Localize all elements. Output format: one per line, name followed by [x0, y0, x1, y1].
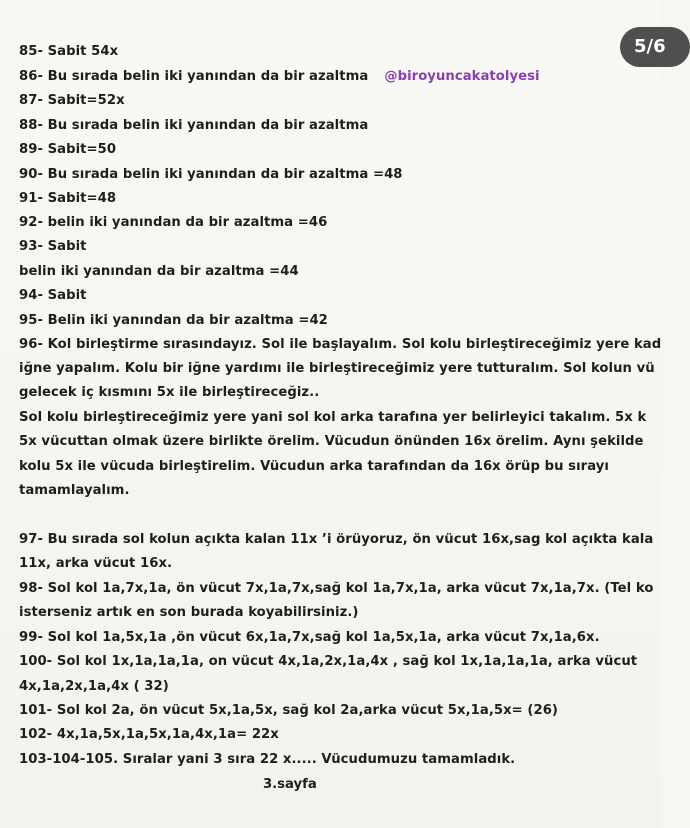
text-line: 11x, arka vücut 16x. [19, 556, 173, 571]
text-line: 93- Sabit [19, 239, 87, 254]
text-line: 91- Sabit=48 [19, 191, 117, 206]
text-line: 5x vücuttan olmak üzere birlikte örelim. Vücudun önünden 16x örelim. Aynı şekilde [19, 434, 644, 449]
text-line: 87- Sabit=52x [19, 93, 125, 108]
text-line: 99- Sol kol 1a,5x,1a ,ön vücut 6x,1a,7x,sağ kol 1a,5x,1a, arka vücut 7x,1a,6x. [19, 630, 600, 645]
text-line: 85- Sabit 54x [19, 44, 119, 59]
text-line: 100- Sol kol 1x,1a,1a,1a, on vücut 4x,1a,2x,1a,4x , sağ kol 1x,1a,1a,1a, arka vücut [19, 654, 638, 669]
text-line: Sol kolu birleştireceğimiz yere yani sol kol arka tarafına yer belirleyici takalım. 5x k [19, 410, 647, 425]
text-line: tamamlayalım. [19, 483, 130, 498]
text-line: 101- Sol kol 2a, ön vücut 5x,1a,5x, sağ kol 2a,arka vücut 5x,1a,5x= (26) [19, 703, 559, 718]
text-line: 98- Sol kol 1a,7x,1a, ön vücut 7x,1a,7x,sağ kol 1a,7x,1a, arka vücut 7x,1a,7x. (Tel ko [19, 581, 654, 596]
text-line: belin iki yanından da bir azaltma =44 [19, 264, 299, 279]
text-line: 90- Bu sırada belin iki yanından da bir azaltma =48 [19, 167, 403, 182]
text-line: 89- Sabit=50 [19, 142, 117, 157]
text-line: 94- Sabit [19, 288, 87, 303]
text-line: 102- 4x,1a,5x,1a,5x,1a,4x,1a= 22x [19, 727, 279, 742]
text-line: 92- belin iki yanından da bir azaltma =46 [19, 215, 328, 230]
text-line: kolu 5x ile vücuda birleştirelim. Vücudun arka tarafından da 16x örüp bu sırayı [19, 459, 609, 474]
page-indicator-badge: 5/6 [620, 27, 690, 67]
text-line: 103-104-105. Sıralar yani 3 sıra 22 x..... Vücudumuzu tamamladık. [19, 752, 516, 767]
text-line: iğne yapalım. Kolu bir iğne yardımı ile birleştireceğimiz yere tutturalım. Sol kolun vü [19, 361, 655, 376]
text-line: 86- Bu sırada belin iki yanından da bir azaltma @biroyuncakatolyesi [19, 69, 540, 84]
text-line: 88- Bu sırada belin iki yanından da bir azaltma [19, 118, 369, 133]
text-line: 95- Belin iki yanından da bir azaltma =42 [19, 313, 328, 328]
text-line: 4x,1a,2x,1a,4x ( 32) [19, 679, 169, 694]
text-line: 97- Bu sırada sol kolun açıkta kalan 11x ’i örüyoruz, ön vücut 16x,sag kol açıkta kala [19, 532, 654, 547]
text-line: gelecek iç kısmını 5x ile birleştireceğiz.. [19, 385, 320, 400]
text-line: isterseniz artık en son burada koyabilirsiniz.) [19, 605, 359, 620]
page-footer: 3.sayfa [263, 777, 317, 792]
social-handle: @biroyuncakatolyesi [384, 69, 540, 84]
text-line: 96- Kol birleştirme sırasındayız. Sol ile başlayalım. Sol kolu birleştireceğimiz yere kad [19, 337, 662, 352]
